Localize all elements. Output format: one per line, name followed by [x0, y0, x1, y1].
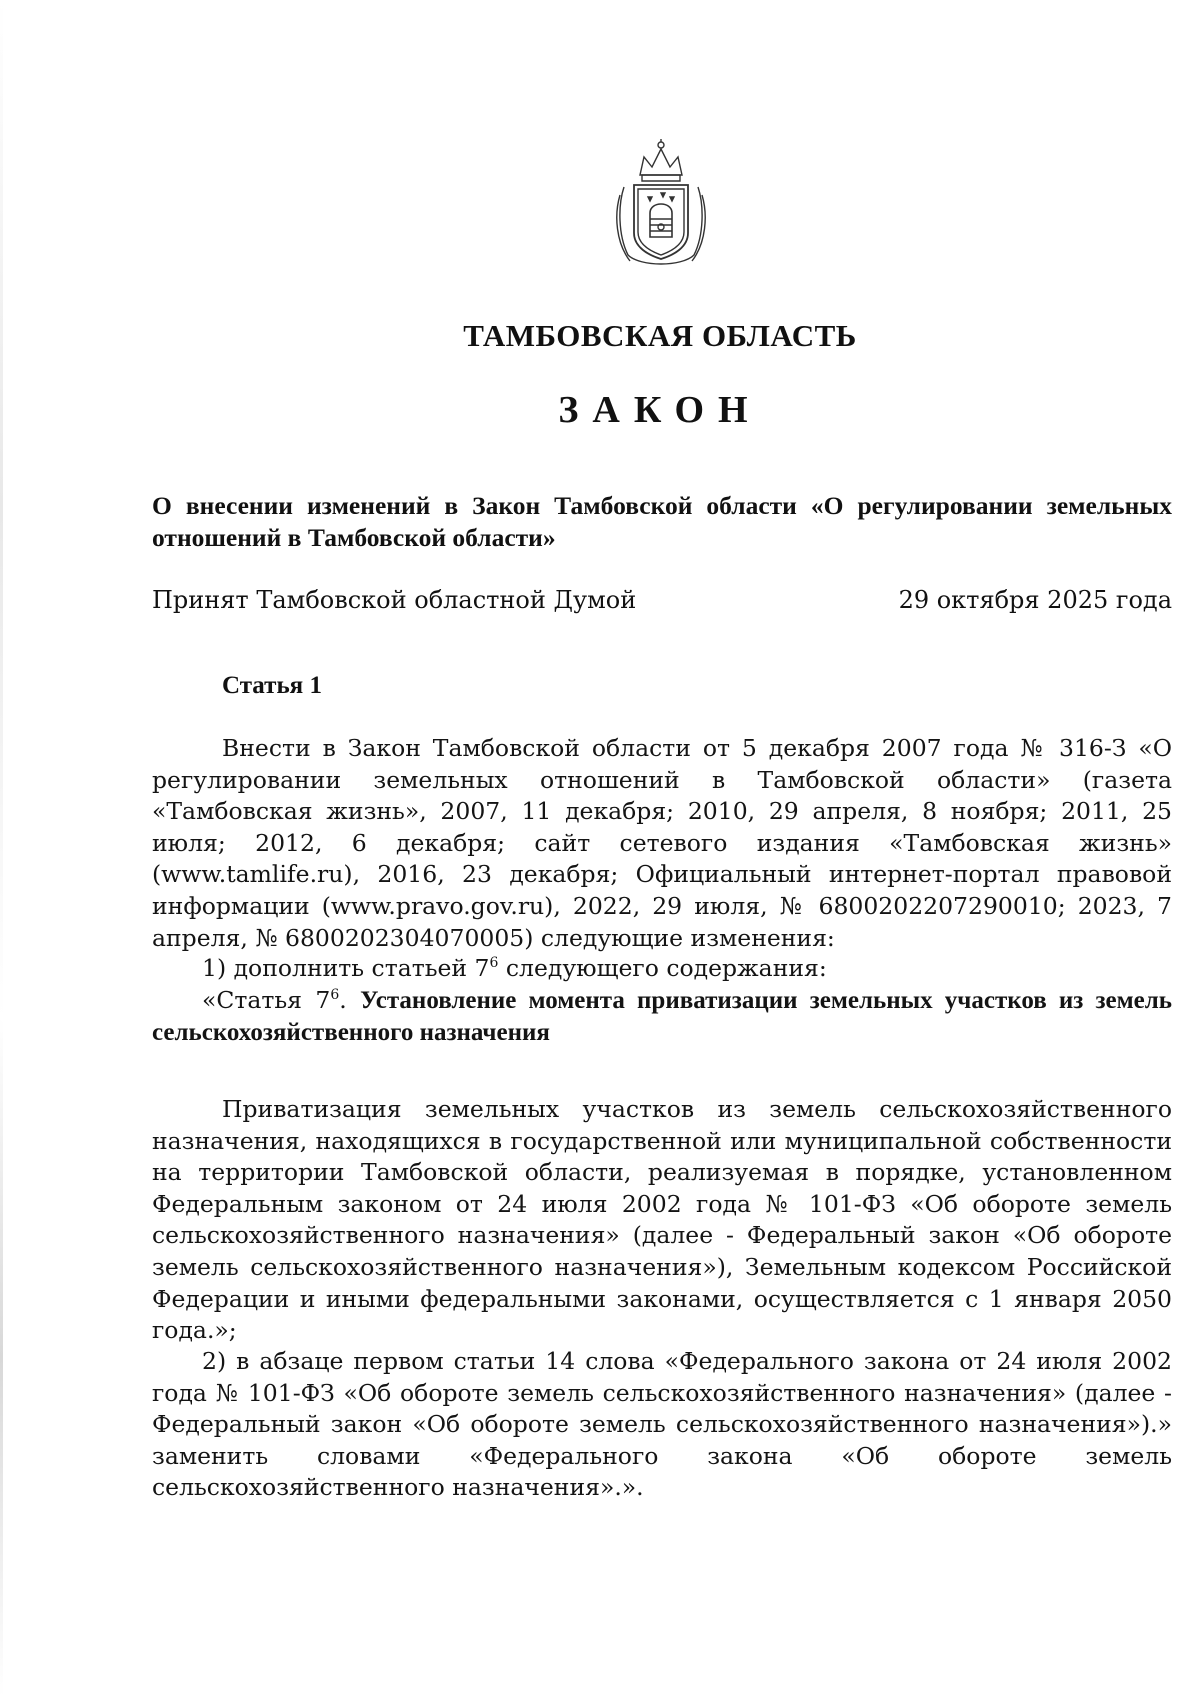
privatization-text: Приватизация земельных участков из земель сельскохозяйственного назначения, находящихся в государственной или муниципальной собственности на территории Тамбовской области, реализуемая в порядке, установленном Федеральным законом от 24 июля 2002 года № 101-ФЗ «Об обороте земель сельскохозяйственного назначения» (далее - Федеральный закон «Об обороте земель сельскохозяйственного назначения»), Земельным кодексом Российской Федерации и иными федеральными законами, осуществляется с 1 января 2050 года.»;: [152, 1095, 1172, 1345]
item-1-suffix: следующего содержания:: [498, 954, 827, 982]
article-heading: Статья 1: [222, 672, 322, 699]
new-article-title: Установление момента приватизации земельных участков из земель сельскохозяйственного назначения: [152, 987, 1172, 1046]
region-title: ТАМБОВСКАЯ ОБЛАСТЬ: [463, 318, 857, 353]
amendment-item-2: [152, 1346, 1172, 1504]
article-intro-paragraph: [152, 733, 1172, 954]
adopted-by: Принят Тамбовской областной Думой: [152, 586, 637, 614]
new-article-prefix: «Статья 7: [202, 986, 331, 1014]
adoption-line: [152, 586, 1172, 614]
amendment-item-1-text: [152, 953, 1172, 985]
new-article-dot: .: [339, 986, 361, 1014]
new-article-superscript: 6: [330, 987, 340, 1004]
document-type-title: ЗАКОН: [558, 389, 762, 431]
new-article-heading-text: [152, 985, 1172, 1048]
amendment-item-1: [152, 953, 1172, 985]
item-1-superscript: 6: [489, 955, 499, 972]
item-1-prefix: 1) дополнить статьей 7: [202, 954, 490, 982]
new-article-heading: [152, 985, 1172, 1048]
privatization-paragraph: [152, 1094, 1172, 1347]
adoption-date: 29 октября 2025 года: [898, 586, 1172, 614]
scan-edge: [0, 0, 3, 1697]
law-subject: О внесении изменений в Закон Тамбовской области «О регулировании земельных отношений в Тамбовской области»: [152, 491, 1172, 552]
article-intro-text: Внести в Закон Тамбовской области от 5 декабря 2007 года № 316-З «О регулировании земельных отношений в Тамбовской области» (газета «Тамбовская жизнь», 2007, 11 декабря; 2010, 29 апреля, 8 ноября; 2011, 25 июля; 2012, 6 декабря; сайт сетевого издания «Тамбовская жизнь» (www.tamlife.ru), 2016, 23 декабря; Официальный интернет-портал правовой информации (www.pravo.gov.ru), 2022, 29 июля, № 6800202207290010; 2023, 7 апреля, № 6800202304070005) следующие изменения:: [152, 734, 1172, 952]
tambov-coat-of-arms-icon: [614, 135, 708, 271]
amendment-item-2-text: 2) в абзаце первом статьи 14 слова «Федерального закона от 24 июля 2002 года № 101-ФЗ «Об обороте земель сельскохозяйственного назначения» (далее - Федеральный закон «Об обороте земель сельскохозяйственного назначения»).» заменить словами «Федерального закона «Об обороте земель сельскохозяйственного назначения».».: [152, 1347, 1172, 1502]
